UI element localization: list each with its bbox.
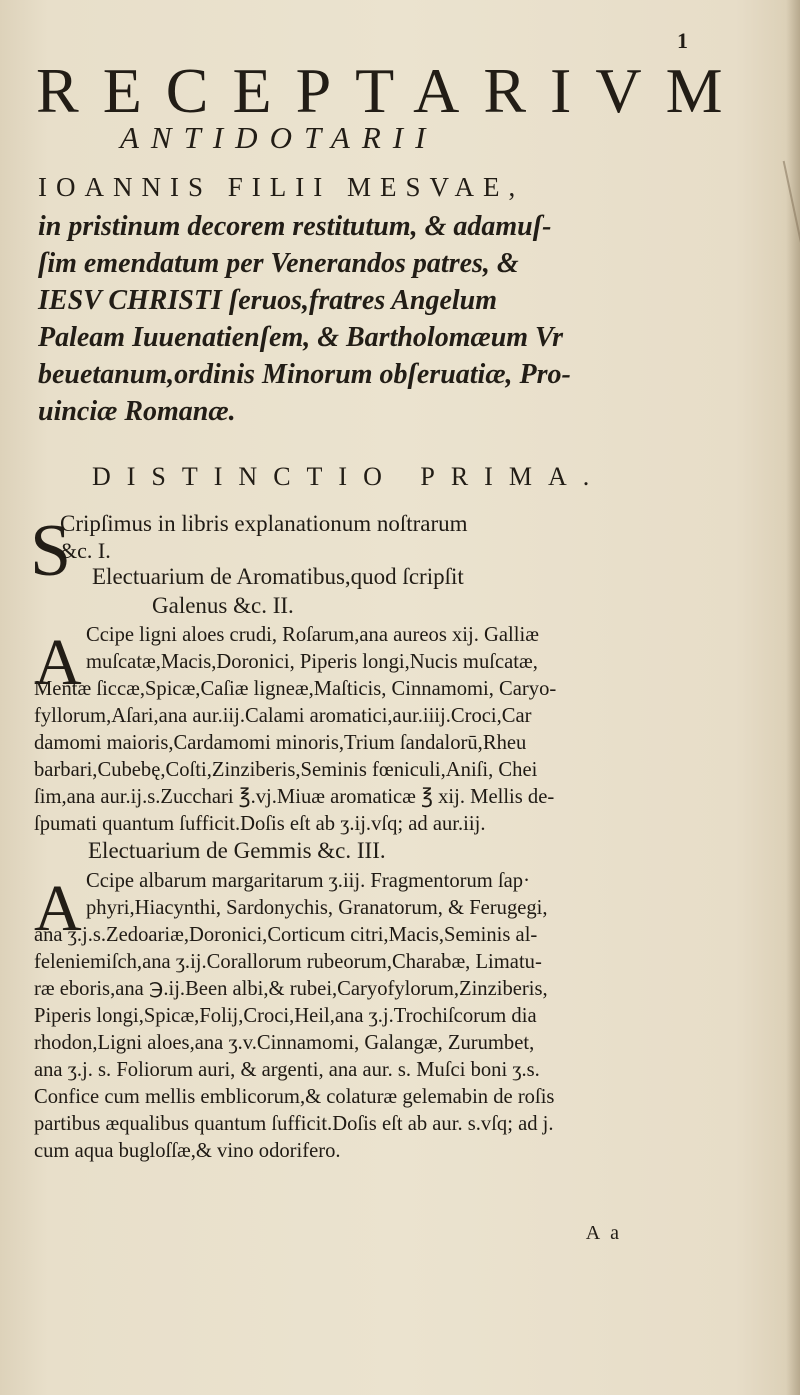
text-line: muſcatæ,Macis,Doronici, Piperis longi,Nucis muſcatæ,: [86, 651, 538, 673]
intro-line: beuetanum,ordinis Minorum obſeruatiæ, Pro-: [38, 359, 571, 390]
author-line: IOANNIS FILII MESVAE,: [38, 172, 525, 202]
intro-line: in pristinum decorem restitutum, & adamuſ-: [38, 211, 552, 242]
intro-line: IESV CHRISTI ſeruos,fratres Angelum: [38, 285, 498, 316]
text-line: &c. I.: [60, 538, 111, 563]
text-line: ana ʒ.j.s.Zedoariæ,Doronici,Corticum citri,Macis,Seminis al-: [34, 924, 538, 946]
intro-line: ſim emendatum per Venerandos patres, &: [38, 248, 519, 279]
text-line: rhodon,Ligni aloes,ana ʒ.v.Cinnamomi, Galangæ, Zurumbet,: [34, 1032, 535, 1054]
section-heading: DISTINCTIO PRIMA.: [92, 462, 606, 491]
intro-line: uinciæ Romanæ.: [38, 396, 236, 427]
text-line: damomi maioris,Cardamomi minoris,Trium ſandalorū,Rheu: [34, 732, 527, 754]
text-line: Mentæ ſiccæ,Spicæ,Caſiæ ligneæ,Maſticis, Cinnamomi, Caryo-: [34, 678, 557, 700]
drop-cap: A: [34, 626, 82, 699]
text-line: ſim,ana aur.ij.s.Zucchari ℥.vj.Miuæ aromaticæ ℥ xij. Mellis de-: [34, 786, 555, 808]
page-subtitle: ANTIDOTARII: [120, 120, 438, 155]
text-line: ſpumati quantum ſufficit.Doſis eſt ab ʒ.ij.vſq; ad aur.iij.: [34, 813, 486, 835]
text-line: Ccipe ligni aloes crudi, Roſarum,ana aureos xij. Galliæ: [86, 624, 539, 646]
recipe-heading: Electuarium de Gemmis &c. III.: [88, 838, 386, 863]
text-line: ana ʒ.j. s. Foliorum auri, & argenti, ana aur. s. Muſci boni ʒ.s.: [34, 1059, 540, 1081]
text-line: barbari,Cubebę,Coſti,Zinziberis,Seminis fœniculi,Aniſi, Chei: [34, 759, 538, 781]
drop-cap: S: [30, 510, 72, 592]
recipe-heading: Electuarium de Aromatibus,quod ſcripſit: [92, 564, 464, 589]
text-line: Piperis longi,Spicæ,Folij,Croci,Heil,ana ʒ.j.Trochiſcorum dia: [34, 1005, 537, 1027]
text-line: feleniemiſch,ana ʒ.ij.Corallorum rubeorum,Charabæ, Limatu-: [34, 951, 542, 973]
text-line: partibus æqualibus quantum ſufficit.Doſis eſt ab aur. s.vſq; ad j.: [34, 1113, 554, 1135]
recipe-heading-continued: Galenus &c. II.: [152, 593, 294, 618]
text-line: phyri,Hiacynthi, Sardonychis, Granatorum, & Ferugegi,: [86, 897, 548, 919]
text-line: Confice cum mellis emblicorum,& colaturæ gelemabin de roſis: [34, 1086, 555, 1108]
text-line: ræ eboris,ana ℈.ij.Been albi,& rubei,Caryofylorum,Zinziberis,: [34, 978, 548, 1000]
text-line: Ccipe albarum margaritarum ʒ.iij. Fragmentorum ſap·: [86, 870, 530, 892]
text-line: Cripſimus in libris explanationum noſtrarum: [60, 511, 468, 536]
paragraph-3: [34, 868, 674, 1165]
folio-number: 1: [677, 28, 688, 53]
drop-cap: A: [34, 872, 82, 945]
catchword: A a: [585, 1222, 622, 1244]
text-line: cum aqua bugloſſæ,& vino odorifero.: [34, 1140, 341, 1162]
page-title: RECEPTARIVM: [36, 55, 747, 126]
intro-line: Paleam Iuuenatienſem, & Bartholomæum Vr: [38, 322, 564, 353]
intro-paragraph: [38, 208, 678, 430]
paragraph-1: [34, 510, 674, 564]
paragraph-2: [34, 622, 674, 838]
text-line: fyllorum,Aſari,ana aur.iij.Calami aromatici,aur.iiij.Croci,Car: [34, 705, 532, 727]
